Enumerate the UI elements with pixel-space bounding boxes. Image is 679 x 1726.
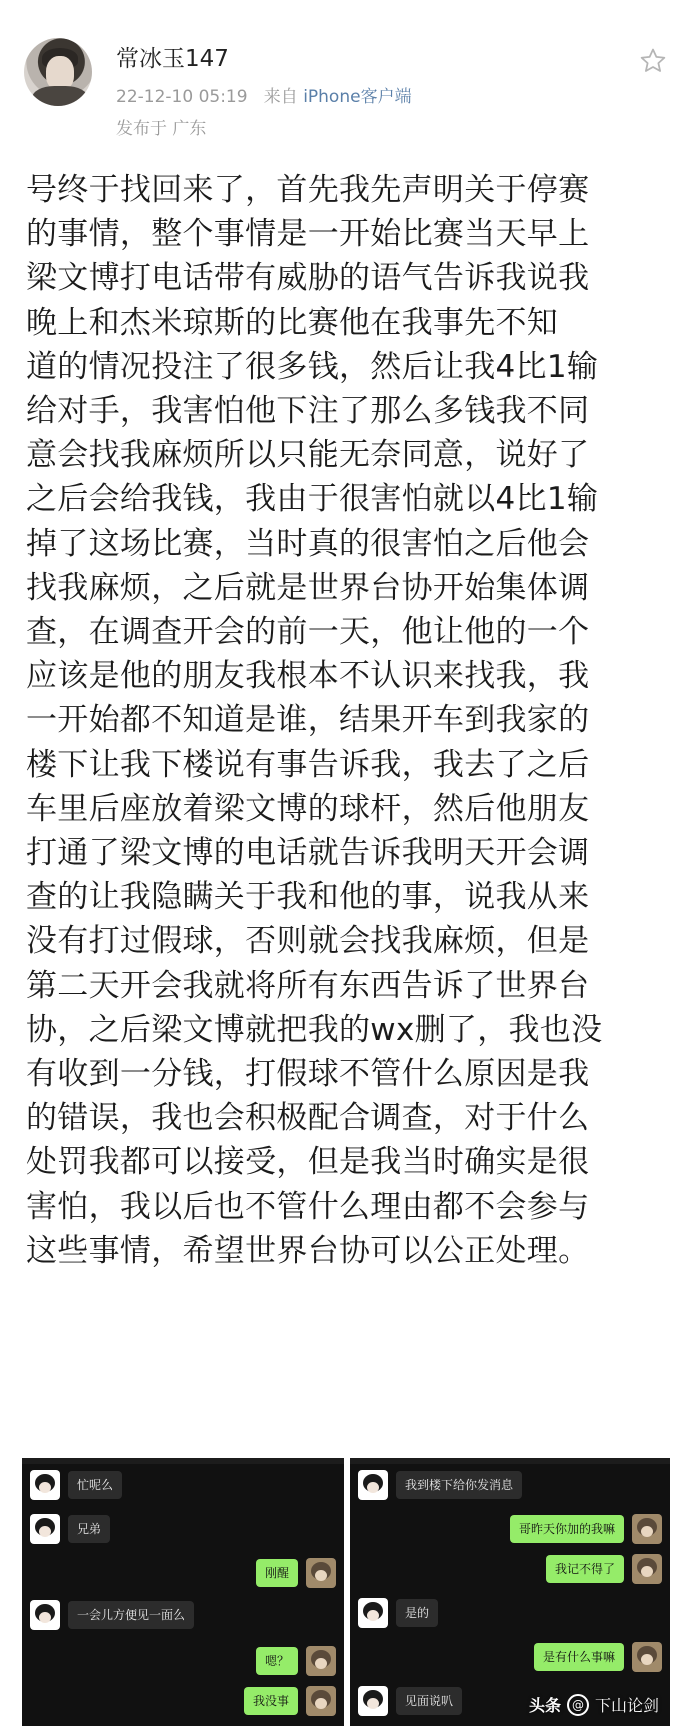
post-line: 车里后座放着梁文博的球杆，然后他朋友 [26,790,590,827]
chat-bubble: 是的 [396,1599,438,1627]
post-body [26,168,666,1273]
post-line: 掉了这场比赛，当时真的很害怕之后他会 [26,525,590,562]
post-line: 第二天开会我就将所有东西告诉了世界台 [26,967,590,1004]
chat-message [546,1554,662,1584]
contact-avatar [30,1600,60,1630]
avatar[interactable] [24,38,92,106]
chat-bubble: 我记不得了 [546,1555,624,1583]
post-line: 意会找我麻烦所以只能无奈同意，说好了 [26,437,590,474]
chat-message [358,1598,438,1628]
post-line: 之后会给我钱，我由于很害怕就以4比1输 [26,481,599,518]
post-line: 一开始都不知道是谁，结果开车到我家的 [26,702,590,739]
post-line: 打通了梁文博的电话就告诉我明天开会调 [26,835,590,872]
chat-message [256,1558,336,1588]
chat-message [358,1686,462,1716]
watermark-brand: 头条 [528,1696,561,1715]
chat-message [30,1600,194,1630]
post-line: 查的让我隐瞒关于我和他的事，说我从来 [26,879,590,916]
post-line: 害怕，我以后也不管什么理由都不会参与 [26,1188,590,1225]
post-line: 晚上和杰米琼斯的比赛他在我事先不知 [26,304,559,341]
chat-message [244,1686,336,1716]
chat-bubble: 嗯？ [256,1647,298,1675]
self-avatar [306,1646,336,1676]
contact-avatar [30,1470,60,1500]
contact-avatar [358,1598,388,1628]
post-line: 号终于找回来了，首先我先声明关于停赛 [26,172,590,208]
chat-bubble: 我到楼下给你发消息 [396,1471,522,1499]
chat-message [30,1470,122,1500]
post-line: 协，之后梁文博就把我的wx删了，我也没 [26,1011,603,1048]
post-line: 梁文博打电话带有威胁的语气告诉我说我 [26,260,590,297]
toutiao-watermark [529,1693,659,1716]
chat-message [358,1470,522,1500]
post-line: 应该是他的朋友我根本不认识来找我，我 [26,658,590,695]
source-prefix: 来自 [263,87,298,107]
chat-message [510,1514,662,1544]
chat-screenshot-right[interactable] [350,1458,670,1726]
chat-bubble: 我没事 [244,1687,298,1715]
contact-avatar [358,1470,388,1500]
contact-avatar [358,1686,388,1716]
post-line: 的事情，整个事情是一开始比赛当天早上 [26,216,590,253]
post-line: 有收到一分钱，打假球不管什么原因是我 [26,1056,590,1093]
post-meta [116,82,412,107]
chat-bubble: 哥昨天你加的我嘛 [510,1515,624,1543]
self-avatar [632,1642,662,1672]
username[interactable]: 常冰玉147 [116,46,229,72]
post-line: 给对手，我害怕他下注了那么多钱我不同 [26,393,590,430]
post-timestamp: 22-12-10 05:19 [116,87,248,107]
post-line: 道的情况投注了很多钱，然后让我4比1输 [26,348,599,385]
self-avatar [632,1514,662,1544]
source-link[interactable]: iPhone客户端 [303,87,412,107]
post-location: 发布于 广东 [116,119,207,139]
self-avatar [306,1686,336,1716]
post-line: 找我麻烦，之后就是世界台协开始集体调 [26,569,590,606]
self-avatar [632,1554,662,1584]
chat-bubble: 见面说叭 [396,1687,462,1715]
at-icon: @ [567,1694,589,1716]
chat-bubble: 忙呢么 [68,1471,122,1499]
post-line: 没有打过假球，否则就会找我麻烦，但是 [26,923,590,960]
post-line: 的错误，我也会积极配合调查，对于什么 [26,1100,590,1137]
self-avatar [306,1558,336,1588]
star-outline-icon[interactable] [638,46,668,76]
post-line: 这些事情，希望世界台协可以公正处理。 [26,1232,590,1269]
chat-bubble: 兄弟 [68,1515,110,1543]
chat-message [30,1514,110,1544]
contact-avatar [30,1514,60,1544]
post-line: 处罚我都可以接受，但是我当时确实是很 [26,1144,590,1181]
chat-message [256,1646,336,1676]
post-header [0,0,679,150]
post-line: 查，在调查开会的前一天，他让他的一个 [26,614,590,651]
post-line: 楼下让我下楼说有事告诉我，我去了之后 [26,746,590,783]
chat-message [534,1642,662,1672]
watermark-handle: 下山论剑 [594,1696,659,1715]
chat-screenshot-left[interactable] [22,1458,344,1726]
chat-bubble: 刚醒 [256,1559,298,1587]
chat-bubble: 是有什么事嘛 [534,1643,624,1671]
chat-bubble: 一会儿方便见一面么 [68,1601,194,1629]
